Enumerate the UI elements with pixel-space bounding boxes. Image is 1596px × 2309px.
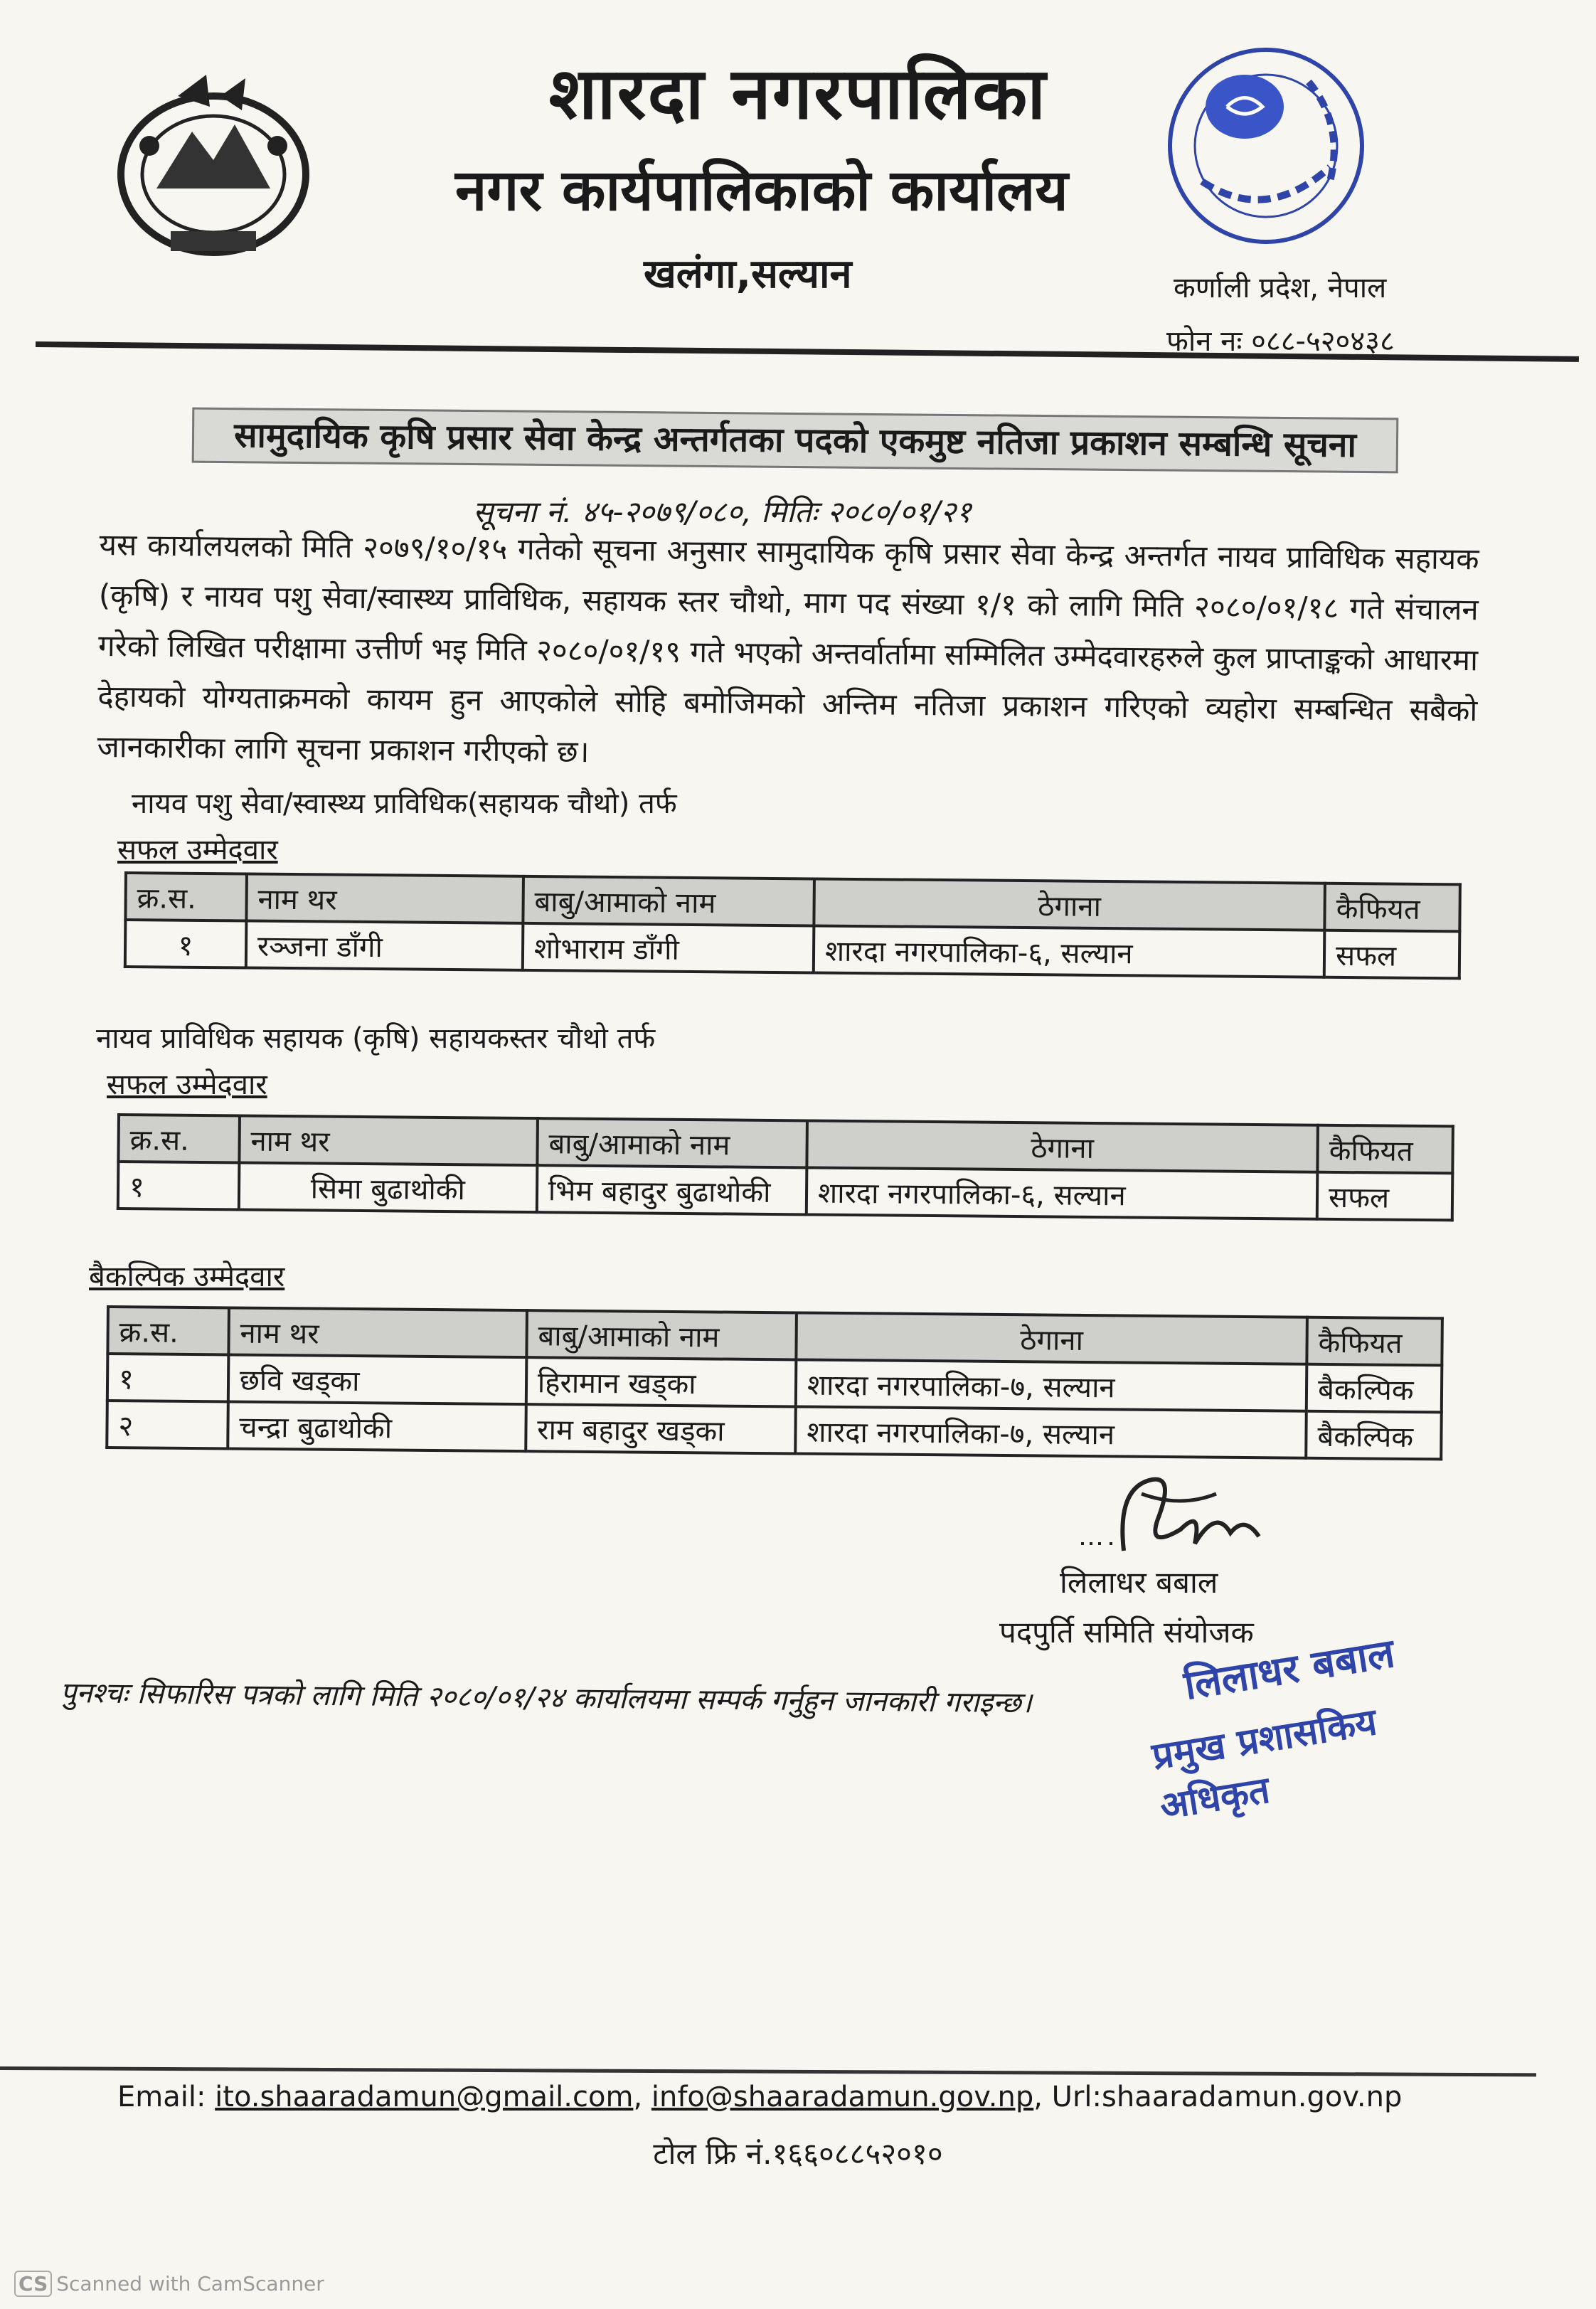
- section2-table: [117, 1113, 1454, 1221]
- table-cell: रञ्जना डाँगी: [246, 920, 523, 970]
- signatory-title: पदपुर्ति समिति संयोजक: [999, 1615, 1254, 1650]
- column-header: बाबु/आमाको नाम: [526, 1310, 797, 1359]
- table-cell: सफल: [1317, 1172, 1452, 1221]
- column-header: क्र.स.: [107, 1307, 228, 1354]
- table-cell: भिम बहादुर बुढाथोकी: [537, 1165, 807, 1214]
- column-header: ठेगाना: [796, 1312, 1307, 1364]
- section2-heading: नायव प्राविधिक सहायक (कृषि) सहायकस्तर चौथो तर्फ: [96, 1022, 656, 1055]
- signatory-name: लिलाधर बबाल: [1060, 1565, 1218, 1600]
- section1-table: [124, 871, 1462, 980]
- email-label: Email:: [117, 2081, 206, 2113]
- website-url[interactable]: shaaradamun.gov.np: [1102, 2081, 1403, 2113]
- officer-stamp-title: प्रमुख प्रशासकिय अधिकृत: [1149, 1700, 1380, 1829]
- column-header: नाम थर: [228, 1307, 527, 1357]
- notice-title: सामुदायिक कृषि प्रसार सेवा केन्द्र अन्तर्गतका पदको एकमुष्ट नतिजा प्रकाशन सम्बन्धि सूचना: [192, 408, 1399, 474]
- table-cell: सिमा बुढाथोकी: [239, 1162, 538, 1212]
- table-cell: १: [107, 1354, 228, 1401]
- separator: ,: [633, 2081, 643, 2113]
- table-cell: हिरामान खड्का: [526, 1357, 797, 1406]
- municipality-title: शारदा नगरपालिका: [548, 52, 1048, 135]
- url-label: , Url:: [1033, 2081, 1102, 2113]
- notice-body: यस कार्यालयलको मिति २०७९/१०/१५ गतेको सूचना अनुसार सामुदायिक कृषि प्रसार सेवा केन्द्र अन्तर्गत नायव प्राविधिक सहायक (कृषि) र नायव पशु सेवा/स्वास्थ्य प्राविधिक, सहायक स्तर चौथो, माग पद संख्या १/१ को लागि मिति २०८०/०१/१८ गते संचालन गरेको लिखित परीक्षामा उत्तीर्ण भइ मिति २०८०/०१/१९ गते भएको अन्तर्वार्तामा सम्मिलित उम्मेदवारहरुले कुल प्राप्ताङ्कको आधारमा देहायको योग्यताक्रमको कायम हुन आएकोले सोहि बमोजिमको अन्तिम नतिजा प्रकाशन गरिएको व्यहोरा सम्बन्धित सबैको जानकारीका लागि सूचना प्रकाशन गरीएको छ।: [97, 526, 1479, 770]
- table-cell: बैकल्पिक: [1307, 1364, 1442, 1413]
- table-cell: चन्द्रा बुढाथोकी: [228, 1401, 526, 1451]
- scanner-watermark: [14, 2271, 324, 2297]
- column-header: नाम थर: [246, 874, 523, 923]
- section3-subheading: बैकल्पिक उम्मेदवार: [89, 1260, 285, 1293]
- camscanner-icon: CS: [14, 2271, 52, 2297]
- column-header: कैफियत: [1307, 1317, 1442, 1366]
- column-header: क्र.स.: [118, 1115, 239, 1162]
- column-header: बाबु/आमाको नाम: [523, 876, 814, 926]
- table-cell: छवि खड्का: [228, 1354, 527, 1404]
- postscript: पुनश्चः सिफारिस पत्रको लागि मिति २०८०/०१/२४ कार्यालयमा सम्पर्क गर्नुहुन जानकारी गराइन्छ।: [60, 1676, 1032, 1720]
- column-header: ठेगाना: [807, 1120, 1318, 1172]
- table-cell: राम बहादुर खड्का: [526, 1404, 796, 1453]
- toll-free-number: टोल फ्रि नं.१६६०८८५२०१०: [653, 2136, 943, 2171]
- officer-stamp-name: लिलाधर बबाल: [1181, 1630, 1398, 1709]
- column-header: नाम थर: [239, 1115, 538, 1165]
- section2-subheading: सफल उम्मेदवार: [107, 1068, 267, 1101]
- table-cell: शोभाराम डाँगी: [523, 923, 814, 973]
- section3-table: [105, 1305, 1444, 1460]
- column-header: क्र.स.: [125, 873, 246, 920]
- table-cell: १: [125, 920, 246, 967]
- table-cell: शारदा नगरपालिका-६, सल्यान: [814, 925, 1325, 977]
- section1-subheading: सफल उम्मेदवार: [117, 834, 278, 866]
- email-link-info[interactable]: info@shaaradamun.gov.np: [651, 2081, 1034, 2113]
- footer-divider: [0, 2066, 1536, 2076]
- office-location: खलंगा,सल्यान: [644, 251, 852, 297]
- table-cell: बैकल्पिक: [1306, 1411, 1442, 1460]
- municipality-seal-icon: [1159, 39, 1373, 253]
- column-header: ठेगाना: [814, 879, 1325, 930]
- table-cell: शारदा नगरपालिका-७, सल्यान: [796, 1359, 1307, 1411]
- column-header: कैफियत: [1324, 883, 1459, 932]
- scanner-text: Scanned with CamScanner: [56, 2272, 324, 2295]
- section1-heading: नायव पशु सेवा/स्वास्थ्य प्राविधिक(सहायक चौथो) तर्फ: [132, 787, 677, 820]
- table-cell: २: [107, 1401, 228, 1448]
- column-header: कैफियत: [1317, 1125, 1452, 1174]
- phone-number: फोन नः ०८८-५२०४३८: [1166, 325, 1395, 358]
- footer-contact: [117, 2081, 1402, 2113]
- table-cell: शारदा नगरपालिका-७, सल्यान: [795, 1406, 1307, 1458]
- table-cell: १: [118, 1162, 239, 1209]
- email-link-ito[interactable]: ito.shaaradamun@gmail.com: [215, 2081, 634, 2113]
- table-cell: सफल: [1324, 930, 1459, 979]
- notice-reference: सूचना नं. ४५-२०७९/०८०, मितिः २०८०/०१/२१: [473, 494, 972, 529]
- table-cell: शारदा नगरपालिका-६, सल्यान: [807, 1167, 1318, 1219]
- handwritten-signature-icon: [1074, 1465, 1273, 1572]
- office-subtitle: नगर कार्यपालिकाको कार्यालय: [455, 157, 1068, 223]
- province-label: कर्णाली प्रदेश, नेपाल: [1174, 272, 1387, 304]
- column-header: बाबु/आमाको नाम: [537, 1118, 807, 1167]
